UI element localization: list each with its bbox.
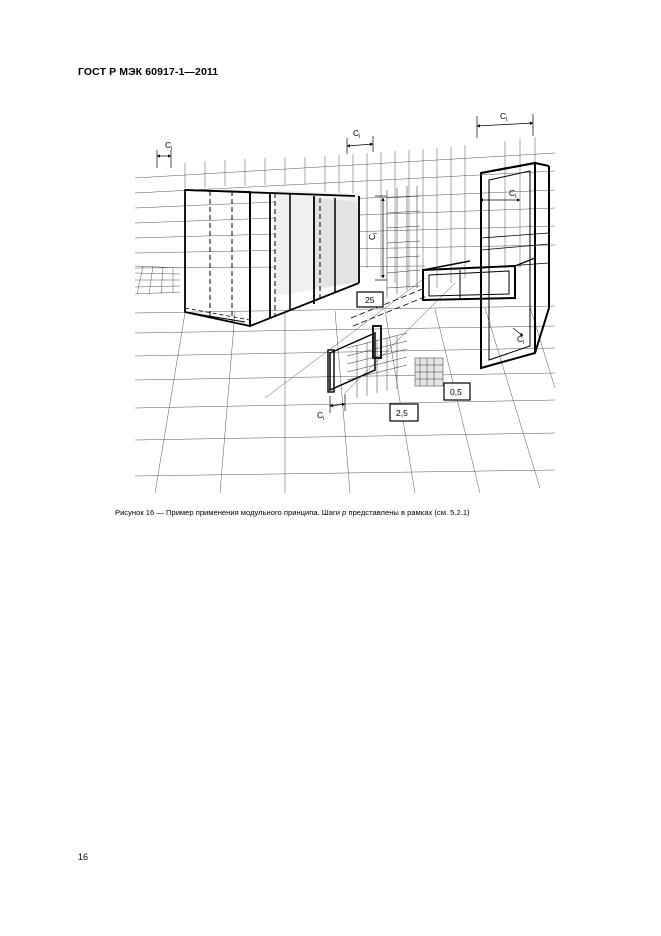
ci-label-5: $C_i$ <box>367 232 379 240</box>
svg-text:0,5: 0,5 <box>450 387 462 397</box>
document-header: ГОСТ Р МЭК 60917-1—2011 <box>78 66 219 78</box>
caption-suffix: представлены в рамках (см. 5.2.1) <box>346 508 470 517</box>
ci-label-3: $C_i$ <box>500 111 508 123</box>
ci-label-6: $C_i$ <box>317 410 325 422</box>
cabinet-row <box>185 190 359 326</box>
ci-label-2: $C_i$ <box>353 128 361 140</box>
svg-text:25: 25 <box>365 295 375 305</box>
pitch-box-25 <box>357 292 383 307</box>
ci-label-1: $C_i$ <box>165 140 173 152</box>
figure-caption <box>115 508 470 517</box>
ci-label-7: $C_i$ <box>517 334 525 346</box>
caption-variable: p <box>342 508 347 517</box>
pitch-box-0-5 <box>444 383 470 400</box>
cabinet-grid-panel <box>387 186 420 298</box>
caption-prefix: Рисунок 16 — Пример применения модульного принципа. Шаги <box>115 508 343 517</box>
modular-principle-figure <box>125 108 565 498</box>
ci-label-4: $C_i$ <box>509 188 517 200</box>
left-wall-grid <box>135 266 180 294</box>
page-number: 16 <box>78 852 89 862</box>
svg-text:2,5: 2,5 <box>396 408 408 418</box>
pitch-box-2-5 <box>390 404 418 421</box>
floor-grid <box>135 278 555 493</box>
figure-drawing <box>125 108 565 498</box>
